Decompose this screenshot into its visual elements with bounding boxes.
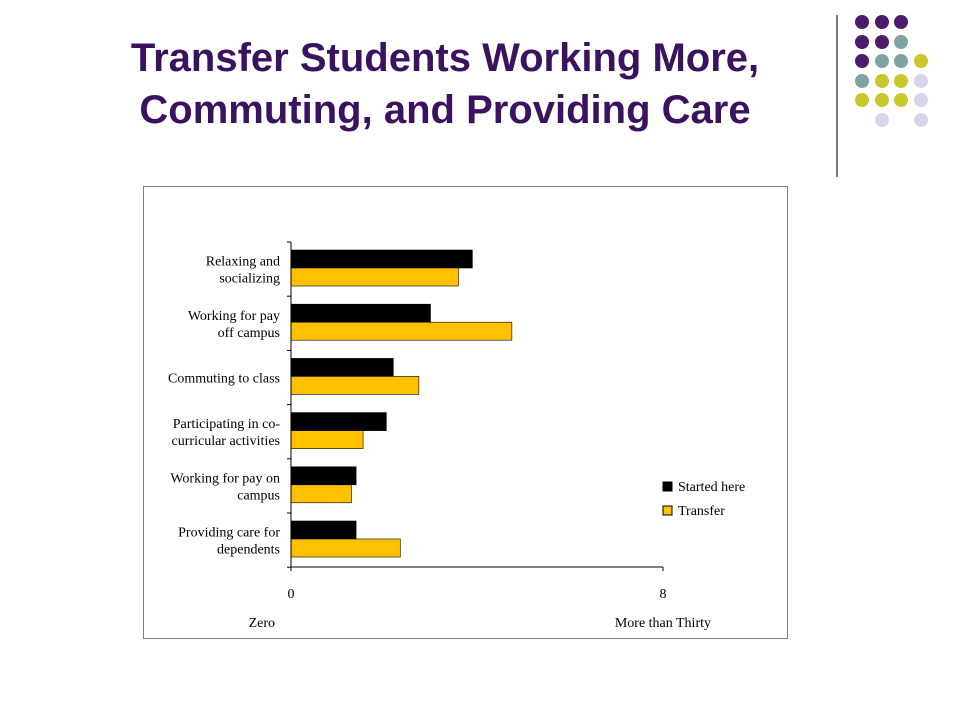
category-label-1 xyxy=(188,309,280,341)
bar-started-here-2 xyxy=(291,358,393,376)
decor-dot xyxy=(914,113,928,127)
bar-started-here-1 xyxy=(291,304,431,322)
decor-dot xyxy=(894,93,908,107)
category-label-line: Working for pay xyxy=(187,308,280,324)
category-label-line: Commuting to class xyxy=(168,371,280,387)
slide-title xyxy=(60,32,830,136)
decor-dot xyxy=(875,93,889,107)
slide-title-line-2: Commuting, and Providing Care xyxy=(139,88,751,132)
slide-title-line-1: Transfer Students Working More, xyxy=(130,36,760,80)
category-label-4 xyxy=(170,471,280,503)
decor-dot xyxy=(855,93,869,107)
decor-dot xyxy=(875,35,889,49)
decor-dot xyxy=(875,15,889,29)
bar-transfer-0 xyxy=(291,268,458,286)
category-label-3 xyxy=(172,417,281,449)
decor-dot xyxy=(855,54,869,68)
decor-dot xyxy=(855,15,869,29)
bar-chart xyxy=(144,187,787,638)
category-label-line: Providing care for xyxy=(178,525,280,541)
legend-swatch-transfer xyxy=(663,506,672,515)
category-label-line: curricular activities xyxy=(171,434,280,450)
decor-dot xyxy=(894,74,908,88)
x-tick-label-8: 8 xyxy=(659,587,667,602)
bar-started-here-4 xyxy=(291,467,356,485)
decor-dot xyxy=(914,74,928,88)
bar-transfer-5 xyxy=(291,539,400,557)
category-label-line: socializing xyxy=(219,271,280,287)
decor-dot xyxy=(894,15,908,29)
bar-transfer-2 xyxy=(291,376,419,394)
bar-started-here-3 xyxy=(291,413,386,431)
category-label-line: Participating in co- xyxy=(172,417,280,433)
category-label-line: off campus xyxy=(217,325,280,341)
category-label-2 xyxy=(168,372,280,387)
category-label-line: campus xyxy=(237,488,280,504)
category-label-line: Relaxing and xyxy=(205,254,280,270)
decor-dot xyxy=(914,93,928,107)
category-label-line: Working for pay on xyxy=(170,471,280,487)
category-label-5 xyxy=(178,526,280,558)
legend-label-transfer: Transfer xyxy=(678,504,725,519)
bar-started-here-5 xyxy=(291,521,356,539)
chart-frame xyxy=(143,186,788,639)
decor-dot xyxy=(875,113,889,127)
bar-transfer-1 xyxy=(291,322,512,340)
decor-dot xyxy=(914,54,928,68)
decor-dot xyxy=(894,35,908,49)
decor-dot xyxy=(875,54,889,68)
title-divider-line xyxy=(836,15,838,177)
bar-transfer-4 xyxy=(291,485,351,503)
decor-dot xyxy=(894,54,908,68)
category-label-line: dependents xyxy=(217,542,280,558)
category-label-0 xyxy=(206,255,280,287)
x-axis-label-right: More than Thirty xyxy=(614,616,711,631)
bar-started-here-0 xyxy=(291,250,472,268)
bar-transfer-3 xyxy=(291,431,363,449)
legend-swatch-started-here xyxy=(663,482,672,491)
decor-dot xyxy=(855,74,869,88)
x-tick-label-0: 0 xyxy=(287,587,295,602)
legend-label-started-here: Started here xyxy=(678,480,746,495)
decor-dot xyxy=(855,35,869,49)
x-axis-label-left: Zero xyxy=(248,616,275,631)
chart-legend xyxy=(663,480,745,519)
decor-dot xyxy=(875,74,889,88)
